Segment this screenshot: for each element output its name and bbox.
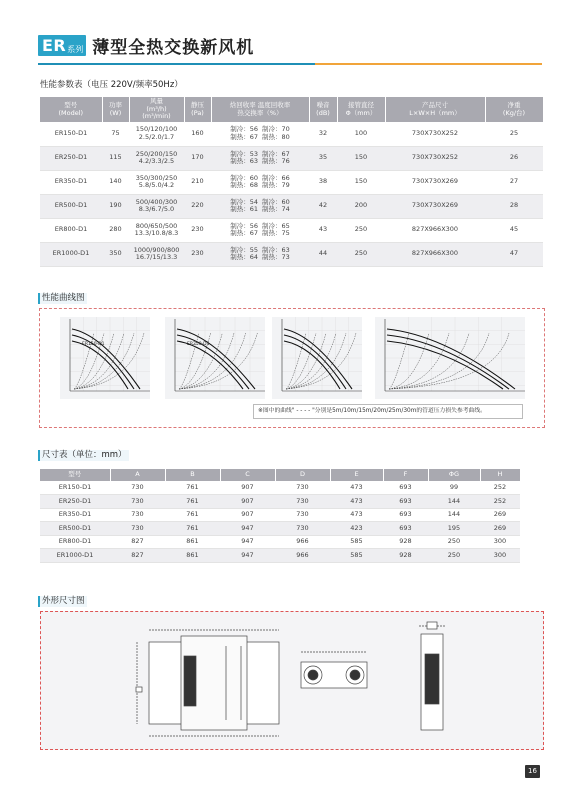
- performance-value-noise: 43: [318, 225, 328, 234]
- performance-cell: [102, 242, 129, 266]
- performance-cell: [184, 146, 211, 170]
- performance-value-airflow-1: 500/400/300: [135, 197, 178, 206]
- performance-cell: [309, 122, 337, 146]
- page-header: [38, 34, 254, 56]
- performance-value-enthalpy-2: 制热：67: [230, 229, 258, 237]
- performance-value-weight: 25: [509, 129, 519, 137]
- dimension-row: [40, 495, 520, 509]
- dimension-cell: 761: [165, 495, 220, 509]
- dimension-cell: 928: [383, 535, 428, 549]
- performance-value-airflow-1: 350/300/250: [135, 173, 178, 182]
- dimension-cell: ER800-D1: [40, 535, 110, 549]
- dimension-cell: 250: [428, 549, 480, 563]
- dimension-row: [40, 535, 520, 549]
- performance-cell: [211, 146, 309, 170]
- performance-cell: [309, 146, 337, 170]
- performance-value-size: 730X730X269: [411, 201, 459, 210]
- performance-value-pipe: 250: [354, 249, 368, 258]
- dimension-header-cell: 型号: [40, 469, 110, 481]
- performance-cell: [184, 194, 211, 218]
- performance-value-weight: 27: [509, 177, 519, 186]
- dimension-cell: 585: [330, 549, 383, 563]
- performance-value-enthalpy-1: 制冷：55: [230, 245, 258, 254]
- performance-value-model: ER350-D1: [54, 177, 88, 186]
- performance-value-size: 827X966X300: [411, 249, 459, 258]
- dimension-header-cell: C: [220, 469, 275, 481]
- performance-value-temp-2: 制热：80: [262, 132, 290, 141]
- dimension-cell: 730: [110, 522, 165, 536]
- performance-cell: [40, 242, 102, 266]
- dimension-header-cell: E: [330, 469, 383, 481]
- performance-value-noise: 38: [318, 177, 328, 186]
- performance-cell: [40, 146, 102, 170]
- performance-value-airflow-2: 4.2/3.3/2.5: [138, 157, 175, 165]
- performance-value-power: 190: [109, 201, 122, 210]
- performance-cell: [385, 170, 485, 194]
- performance-section-title: 性能参数表（电压 220V/频率50Hz）: [40, 80, 183, 90]
- performance-value-power: 140: [109, 177, 122, 186]
- performance-cell: [337, 146, 385, 170]
- dimension-cell: 693: [383, 481, 428, 495]
- performance-cell: [337, 194, 385, 218]
- performance-value-weight: 47: [509, 249, 519, 258]
- page-title: 薄型全热交换新风机: [92, 37, 255, 58]
- dimension-header-cell: B: [165, 469, 220, 481]
- performance-table: [40, 97, 544, 267]
- dimension-cell: ER500-D1: [40, 522, 110, 536]
- dimension-header-cell: H: [480, 469, 520, 481]
- performance-cell: [485, 146, 543, 170]
- dimension-cell: 947: [220, 549, 275, 563]
- front-view-drawing: [419, 622, 445, 730]
- performance-cell: [40, 194, 102, 218]
- performance-value-model: ER250-D1: [54, 153, 88, 162]
- performance-cell: [385, 146, 485, 170]
- dimension-cell: 730: [110, 508, 165, 522]
- performance-row: [40, 122, 543, 146]
- performance-value-airflow-2: 2.5/2.0/1.7: [138, 132, 175, 141]
- dimension-cell: 585: [330, 535, 383, 549]
- dimension-cell: 947: [220, 522, 275, 536]
- performance-value-enthalpy-1: 制冷：60: [230, 173, 258, 182]
- performance-header-cell: 产品尺寸 L×W×H（mm）: [385, 97, 485, 122]
- performance-cell: [385, 218, 485, 242]
- dimension-cell: 907: [220, 508, 275, 522]
- performance-value-model: ER500-D1: [54, 201, 88, 210]
- performance-cell: [184, 218, 211, 242]
- curves-section-title: 性能曲线图: [38, 293, 87, 304]
- dimension-cell: 473: [330, 481, 383, 495]
- dimension-section-title: 尺寸表（单位：mm）: [38, 450, 129, 461]
- dimension-cell: 928: [383, 549, 428, 563]
- performance-value-pressure: 220: [191, 201, 204, 210]
- performance-cell: [211, 242, 309, 266]
- performance-value-pressure: 210: [191, 177, 204, 186]
- performance-value-airflow-1: 250/200/150: [135, 149, 178, 158]
- dimension-table: [40, 469, 521, 563]
- performance-value-temp-2: 制热：79: [262, 181, 290, 189]
- performance-value-weight: 28: [509, 201, 519, 210]
- performance-cell: [40, 122, 102, 146]
- curve-label: ER150-D1: [82, 342, 105, 347]
- performance-value-airflow-2: 5.8/5.0/4.2: [138, 181, 175, 189]
- performance-cell: [337, 122, 385, 146]
- performance-value-enthalpy-2: 制热：64: [230, 253, 258, 261]
- performance-value-enthalpy-1: 制冷：56: [230, 221, 258, 230]
- performance-value-pressure: 170: [191, 153, 204, 162]
- performance-value-model: ER1000-D1: [52, 249, 90, 258]
- dimension-cell: 693: [383, 522, 428, 536]
- performance-value-temp-2: 制热：74: [262, 205, 290, 213]
- performance-cell: [337, 242, 385, 266]
- dimension-cell: 730: [110, 495, 165, 509]
- dimension-cell: 966: [275, 549, 330, 563]
- dimension-cell: 300: [480, 535, 520, 549]
- performance-cell: [485, 218, 543, 242]
- dimension-cell: 730: [275, 508, 330, 522]
- dimension-cell: 730: [275, 495, 330, 509]
- performance-cell: [184, 122, 211, 146]
- dimension-cell: 269: [480, 508, 520, 522]
- performance-cell: [385, 242, 485, 266]
- performance-value-size: 827X966X300: [411, 225, 459, 234]
- performance-value-size: 730X730X252: [411, 153, 459, 162]
- performance-row: [40, 170, 543, 194]
- performance-value-airflow-2: 16.7/15/13.3: [135, 253, 178, 261]
- series-code: ER: [42, 35, 67, 55]
- performance-value-pressure: 160: [191, 129, 204, 137]
- performance-value-airflow-1: 150/120/100: [135, 125, 178, 134]
- performance-value-power: 350: [109, 249, 122, 258]
- performance-cell: [129, 146, 184, 170]
- dimension-cell: 269: [480, 522, 520, 536]
- dimension-cell: 730: [275, 481, 330, 495]
- performance-cell: [385, 122, 485, 146]
- performance-value-temp-2: 制热：75: [262, 229, 290, 237]
- performance-header-cell: 功率 (W): [102, 97, 129, 122]
- performance-value-weight: 26: [509, 153, 519, 162]
- side-view-drawing: [301, 652, 367, 688]
- curve-chart: [60, 317, 150, 399]
- performance-cell: [485, 242, 543, 266]
- performance-value-enthalpy-2: 制热：61: [230, 205, 258, 213]
- performance-value-enthalpy-2: 制热：68: [230, 181, 258, 189]
- dimension-cell: 730: [110, 481, 165, 495]
- performance-value-power: 75: [111, 129, 120, 137]
- performance-header-cell: 静压 (Pa): [184, 97, 211, 122]
- performance-value-pressure: 230: [191, 225, 204, 234]
- performance-value-airflow-1: 800/650/500: [135, 221, 178, 230]
- performance-value-weight: 45: [509, 225, 519, 234]
- performance-value-enthalpy-1: 制冷：56: [230, 125, 258, 134]
- performance-cell: [40, 218, 102, 242]
- performance-header-cell: 焓回收率 温度回收率 热交换率（%）: [211, 97, 309, 122]
- performance-cell: [309, 194, 337, 218]
- performance-value-airflow-2: 13.3/10.8/8.3: [134, 229, 179, 237]
- outline-drawing-panel: [40, 611, 544, 750]
- performance-row: [40, 218, 543, 242]
- performance-value-noise: 32: [318, 129, 328, 137]
- performance-value-airflow-1: 1000/900/800: [133, 245, 180, 254]
- performance-cell: [485, 170, 543, 194]
- performance-cell: [129, 194, 184, 218]
- performance-header-cell: 接管直径 Φ（mm）: [337, 97, 385, 122]
- dimension-header-cell: D: [275, 469, 330, 481]
- performance-value-temp-2: 制热：73: [262, 253, 290, 261]
- dimension-cell: 300: [480, 549, 520, 563]
- dimension-cell: 473: [330, 495, 383, 509]
- outline-section-title: 外形尺寸图: [38, 596, 87, 607]
- performance-row: [40, 242, 543, 266]
- performance-value-temp-1: 制冷：63: [262, 245, 290, 254]
- performance-value-size: 730X730X269: [411, 177, 459, 186]
- performance-value-pipe: 150: [354, 153, 368, 162]
- performance-value-temp-1: 制冷：65: [262, 221, 290, 230]
- series-suffix: 系列: [67, 44, 84, 54]
- dimension-cell: 947: [220, 535, 275, 549]
- performance-value-noise: 44: [318, 249, 328, 258]
- top-view-drawing: [136, 630, 279, 736]
- performance-value-airflow-2: 8.3/6.7/5.0: [138, 205, 175, 213]
- performance-header-cell: 型号 (Model): [40, 97, 102, 122]
- dimension-cell: ER250-D1: [40, 495, 110, 509]
- dimension-cell: 693: [383, 508, 428, 522]
- performance-cell: [337, 170, 385, 194]
- performance-value-temp-1: 制冷：70: [262, 125, 290, 134]
- dimension-cell: 99: [428, 481, 480, 495]
- performance-cell: [102, 218, 129, 242]
- performance-value-noise: 42: [318, 201, 328, 210]
- dimension-header-cell: F: [383, 469, 428, 481]
- dimension-cell: 144: [428, 495, 480, 509]
- performance-value-temp-1: 制冷：60: [262, 197, 290, 206]
- curve-label: ER250-D1: [187, 342, 210, 347]
- outline-drawings: [41, 612, 543, 749]
- dimension-cell: 907: [220, 481, 275, 495]
- performance-value-size: 730X730X252: [411, 129, 459, 137]
- dimension-cell: 252: [480, 481, 520, 495]
- performance-value-enthalpy-2: 制热：67: [230, 132, 258, 141]
- dimension-cell: 907: [220, 495, 275, 509]
- dimension-cell: ER350-D1: [40, 508, 110, 522]
- dimension-cell: 252: [480, 495, 520, 509]
- dimension-cell: 827: [110, 535, 165, 549]
- curve-chart: [375, 317, 525, 399]
- dimension-cell: 730: [275, 522, 330, 536]
- performance-cell: [309, 218, 337, 242]
- performance-cell: [309, 170, 337, 194]
- performance-value-pipe: 100: [354, 129, 368, 137]
- performance-value-model: ER150-D1: [54, 129, 88, 137]
- performance-value-model: ER800-D1: [54, 225, 88, 234]
- performance-cell: [129, 122, 184, 146]
- curves-note: ※图中的曲线" - - - - "分别是5m/10m/15m/20m/25m/30m的管道压力损失参考曲线。: [253, 404, 523, 419]
- performance-cell: [102, 146, 129, 170]
- performance-value-pipe: 200: [354, 201, 368, 210]
- performance-cell: [337, 218, 385, 242]
- performance-value-power: 115: [109, 153, 122, 162]
- performance-header-cell: 噪音 (dB): [309, 97, 337, 122]
- performance-cell: [211, 218, 309, 242]
- performance-cell: [184, 242, 211, 266]
- performance-cell: [40, 170, 102, 194]
- performance-cell: [211, 170, 309, 194]
- performance-cell: [102, 194, 129, 218]
- dimension-cell: 761: [165, 508, 220, 522]
- dimension-cell: 827: [110, 549, 165, 563]
- dimension-cell: 761: [165, 522, 220, 536]
- performance-cell: [184, 170, 211, 194]
- performance-cell: [485, 122, 543, 146]
- dimension-row: [40, 522, 520, 536]
- curve-chart: [272, 317, 362, 399]
- dimension-header-cell: A: [110, 469, 165, 481]
- dimension-cell: ER150-D1: [40, 481, 110, 495]
- performance-header-cell: 风量 (m³/h) (m³/min): [129, 97, 184, 122]
- dimension-cell: 966: [275, 535, 330, 549]
- dimension-cell: 195: [428, 522, 480, 536]
- header-divider: [38, 63, 542, 65]
- performance-cell: [385, 194, 485, 218]
- dimension-cell: ER1000-D1: [40, 549, 110, 563]
- performance-cell: [129, 170, 184, 194]
- performance-cell: [102, 122, 129, 146]
- dimension-row: [40, 481, 520, 495]
- performance-value-temp-1: 制冷：66: [262, 173, 290, 182]
- performance-value-temp-1: 制冷：67: [262, 149, 290, 158]
- performance-value-temp-2: 制热：76: [262, 157, 290, 165]
- dimension-cell: 761: [165, 481, 220, 495]
- performance-row: [40, 146, 543, 170]
- dimension-row: [40, 508, 520, 522]
- performance-value-pipe: 250: [354, 225, 368, 234]
- performance-value-enthalpy-1: 制冷：54: [230, 197, 258, 206]
- dimension-cell: 144: [428, 508, 480, 522]
- performance-cell: [129, 242, 184, 266]
- performance-value-noise: 35: [318, 153, 328, 162]
- performance-cell: [211, 122, 309, 146]
- dimension-cell: 861: [165, 535, 220, 549]
- dimension-cell: 861: [165, 549, 220, 563]
- performance-cell: [102, 170, 129, 194]
- dimension-header-cell: ΦG: [428, 469, 480, 481]
- performance-cell: [485, 194, 543, 218]
- dimension-cell: 423: [330, 522, 383, 536]
- dimension-row: [40, 549, 520, 563]
- dimension-cell: 693: [383, 495, 428, 509]
- performance-value-power: 280: [109, 225, 122, 234]
- performance-cell: [309, 242, 337, 266]
- performance-value-pressure: 230: [191, 249, 204, 258]
- performance-value-pipe: 150: [354, 177, 368, 186]
- curve-chart: [165, 317, 265, 399]
- performance-cell: [211, 194, 309, 218]
- performance-value-enthalpy-2: 制热：63: [230, 157, 258, 165]
- performance-row: [40, 194, 543, 218]
- series-badge: [38, 35, 86, 56]
- performance-cell: [129, 218, 184, 242]
- dimension-cell: 473: [330, 508, 383, 522]
- performance-value-enthalpy-1: 制冷：53: [230, 149, 258, 158]
- performance-header-cell: 净重 (Kg/台): [485, 97, 543, 122]
- dimension-cell: 250: [428, 535, 480, 549]
- page-number: 16: [525, 765, 540, 778]
